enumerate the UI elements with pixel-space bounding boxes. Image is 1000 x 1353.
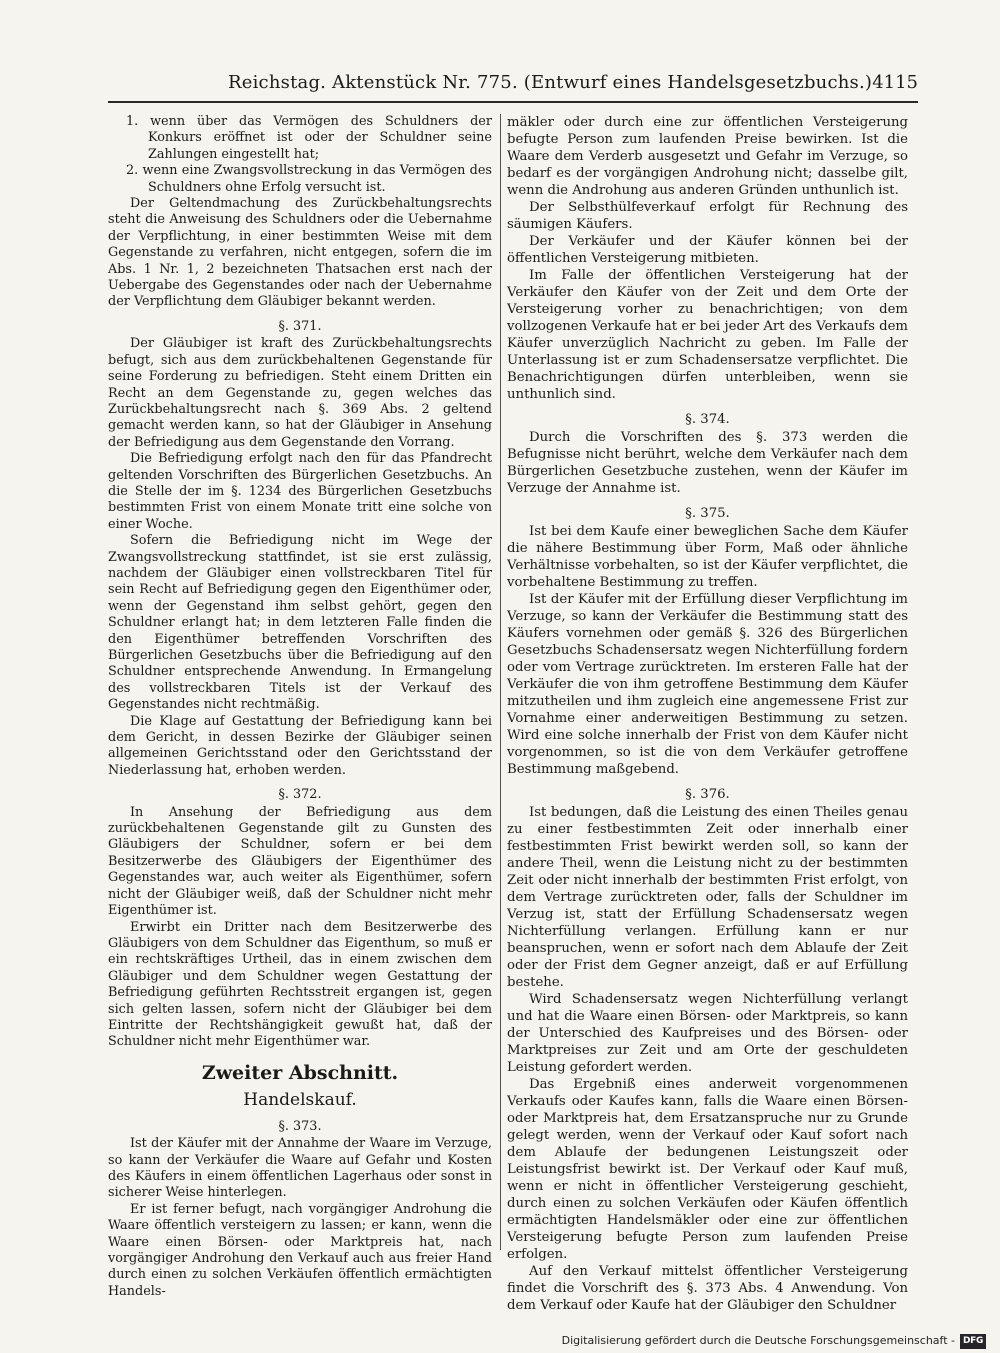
- column-divider: [500, 114, 501, 1250]
- paragraph: Erwirbt ein Dritter nach dem Besitzerwerbe des Gläubigers von dem Schuldner das Eigenthum, so muß er ein rechtskräftiges Urtheil, das in einem zwischen dem Gläubiger und dem Schuldner wegen Gestattung der Befriedigung geführten Rechtsstreit ergangen ist, gegen sich gelten lassen, sofern nicht der Gläubiger bei dem Eintritte der Rechtshängigkeit gewußt hat, daß der Schuldner nicht mehr Eigenthümer war.: [108, 919, 492, 1050]
- footer-credit: [562, 1333, 986, 1349]
- page-number: 4115: [872, 72, 918, 93]
- section-number: §. 373.: [278, 1118, 322, 1134]
- paragraph: Der Verkäufer und der Käufer können bei der öffentlichen Versteigerung mitbieten.: [507, 234, 908, 266]
- section-number: §. 375.: [685, 506, 730, 521]
- header-title: Reichstag. Aktenstück Nr. 775. (Entwurf eines Handelsgesetzbuchs.): [228, 72, 873, 93]
- left-column: [108, 114, 492, 1300]
- section-number: §. 371.: [278, 318, 322, 334]
- paragraph: mäkler oder durch eine zur öffentlichen Versteigerung befugte Person zum laufenden Preise bewirken. Ist die Waare dem Verderb ausgesetzt und Gefahr im Verzuge, so bedarf es der vorgängigen Androhung nicht; dasselbe gilt, wenn die Androhung aus anderen Gründen unthunlich ist.: [507, 115, 908, 198]
- paragraph: Im Falle der öffentlichen Versteigerung hat der Verkäufer den Käufer von der Zeit und dem Orte der Versteigerung vorher zu benachrichtigen; von dem vollzogenen Verkaufe hat er bei jeder Art des Verkaufs dem Käufer unverzüglich Nachricht zu geben. Im Falle der Unterlassung ist er zum Schadensersatze verpflichtet. Die Benachrichtigungen dürfen unterbleiben, wenn sie unthunlich sind.: [507, 268, 908, 402]
- paragraph: Der Selbsthülfeverkauf erfolgt für Rechnung des säumigen Käufers.: [507, 200, 908, 232]
- dfg-logo: DFG: [960, 1334, 986, 1349]
- paragraph: Ist bei dem Kaufe einer beweglichen Sache dem Käufer die nähere Bestimmung über Form, Maß oder ähnliche Verhältnisse vorbehalten, so ist der Käufer verpflichtet, die vorbehaltene Bestimmung zu treffen.: [507, 524, 908, 590]
- paragraph: In Ansehung der Befriedigung aus dem zurückbehaltenen Gegenstande gilt zu Gunsten des Gläubigers der Schuldner, sofern er bei dem Besitzerwerbe des Gläubigers der Eigenthümer des Gegenstandes war, auch weiter als Eigenthümer, sofern nicht der Gläubiger weiß, daß der Schuldner nicht mehr Eigenthümer ist.: [108, 804, 492, 919]
- paragraph: Wird Schadensersatz wegen Nichterfüllung verlangt und hat die Waare einen Börsen- oder Marktpreis, so kann der Unterschied des Kaufpreises und des Börsen- oder Marktpreises zur Zeit und am Orte der geschuldeten Leistung gefordert werden.: [507, 992, 908, 1075]
- paragraph: Die Befriedigung erfolgt nach den für das Pfandrecht geltenden Vorschriften des Bürgerlichen Gesetzbuchs. An die Stelle der im §. 1234 des Bürgerlichen Gesetzbuchs bestimmten Frist von einem Monate tritt eine solche von einer Woche.: [108, 451, 492, 532]
- section-number: §. 376.: [685, 787, 730, 802]
- paragraph: Er ist ferner befugt, nach vorgängiger Androhung die Waare öffentlich versteigern zu lassen; er kann, wenn die Waare einen Börsen- oder Marktpreis hat, nach vorgängiger Androhung den Verkauf auch aus freier Hand durch einen zu solchen Verkäufen öffentlich ermächtigten Handels-: [108, 1201, 492, 1299]
- section-number: §. 372.: [278, 787, 322, 803]
- paragraph: Der Geltendmachung des Zurückbehaltungsrechts steht die Anweisung des Schuldners oder die Uebernahme der Verpflichtung, in einer bestimmten Weise mit dem Gegenstande zu verfahren, nicht entgegen, sofern die im Abs. 1 Nr. 1, 2 bezeichneten Thatsachen erst nach der Uebergabe des Gegenstandes oder nach der Uebernahme der Verpflichtung dem Gläubiger bekannt werden.: [108, 196, 492, 310]
- list-item: 2. wenn eine Zwangsvollstreckung in das Vermögen des Schuldners ohne Erfolg versucht ist.: [126, 163, 492, 195]
- paragraph: Der Gläubiger ist kraft des Zurückbehaltungsrechts befugt, sich aus dem zurückbehaltenen Gegenstande für seine Forderung zu befriedigen. Steht einem Dritten ein Recht an dem Gegenstande zu, gegen welches das Zurückbehaltungsrecht nach §. 369 Abs. 2 geltend gemacht werden kann, so hat der Gläubiger in Ansehung der Befriedigung aus dem Gegenstande den Vorrang.: [108, 336, 492, 450]
- paragraph: Ist der Käufer mit der Annahme der Waare im Verzuge, so kann der Verkäufer die Waare auf Gefahr und Kosten des Käufers in einem öffentlichen Lagerhaus oder sonst in sicherer Weise hinterlegen.: [108, 1136, 492, 1201]
- page-header: [228, 68, 918, 98]
- section-number: §. 374.: [685, 412, 730, 427]
- header-rule: [108, 101, 918, 103]
- section-subheading: Handelskauf.: [243, 1089, 357, 1110]
- list-item: 1. wenn über das Vermögen des Schuldners der Konkurs eröffnet ist oder der Schuldner seine Zahlungen eingestellt hat;: [126, 114, 492, 162]
- section-heading: Zweiter Abschnitt.: [201, 1061, 399, 1084]
- paragraph: Sofern die Befriedigung nicht im Wege der Zwangsvollstreckung stattfindet, ist sie erst zulässig, nachdem der Gläubiger einen vollstreckbaren Titel für sein Recht auf Befriedigung gegen den Eigenthümer oder, wenn der Gegenstand ihm selbst gehört, gegen den Schuldner erlangt hat; in dem letzteren Falle finden die den Eigenthümer betreffenden Vorschriften des Bürgerlichen Gesetzbuchs über die Befriedigung auf den Schuldner entsprechende Anwendung. In Ermangelung des vollstreckbaren Titels ist der Verkauf des Gegenstandes nicht rechtmäßig.: [108, 533, 492, 713]
- paragraph: Ist bedungen, daß die Leistung des einen Theiles genau zu einer festbestimmten Zeit oder innerhalb einer festbestimmten Frist bewirkt werden soll, so kann der andere Theil, wenn die Leistung nicht zu der bestimmten Zeit oder nicht innerhalb der bestimmten Frist erfolgt, von dem Vertrage zurücktreten oder, falls der Schuldner im Verzug ist, statt der Erfüllung Schadensersatz wegen Nichterfüllung verlangen. Erfüllung kann er nur beanspruchen, wenn er sofort nach dem Ablaufe der Zeit oder der Frist dem Gegner anzeigt, daß er auf Erfüllung bestehe.: [507, 805, 908, 990]
- paragraph: Das Ergebniß eines anderweit vorgenommenen Verkaufs oder Kaufes kann, falls die Waare einen Börsen- oder Marktpreis hat, dem Ersatzanspruche nur zu Grunde gelegt werden, wenn der Verkauf oder Kauf sofort nach dem Ablaufe der bedungenen Leistungszeit oder Leistungsfrist bewirkt ist. Der Verkauf oder Kauf muß, wenn er nicht in öffentlicher Versteigerung geschieht, durch einen zu solchen Verkäufen oder Käufen öffentlich ermächtigten Handelsmäkler oder eine zur öffentlichen Versteigerung befugte Person zum laufenden Preise erfolgen.: [507, 1077, 908, 1262]
- paragraph: Durch die Vorschriften des §. 373 werden die Befugnisse nicht berührt, welche dem Verkäufer nach dem Bürgerlichen Gesetzbuche zustehen, wenn der Käufer im Verzuge der Annahme ist.: [507, 430, 908, 496]
- right-column: [507, 114, 908, 1314]
- paragraph: Ist der Käufer mit der Erfüllung dieser Verpflichtung im Verzuge, so kann der Verkäufer die Bestimmung statt des Käufers vornehmen oder gemäß §. 326 des Bürgerlichen Gesetzbuchs Schadensersatz wegen Nichterfüllung fordern oder vom Vertrage zurücktreten. Im ersteren Falle hat der Verkäufer die von ihm getroffene Bestimmung dem Käufer mitzutheilen und ihm zugleich eine angemessene Frist zur Vornahme einer anderweitigen Bestimmung zu setzen. Wird eine solche innerhalb der Frist von dem Käufer nicht vorgenommen, so ist die von dem Verkäufer getroffene Bestimmung maßgebend.: [507, 592, 908, 777]
- paragraph: Auf den Verkauf mittelst öffentlicher Versteigerung findet die Vorschrift des §. 373 Abs. 4 Anwendung. Von dem Verkauf oder Kaufe hat der Gläubiger den Schuldner: [507, 1264, 908, 1313]
- footer-text: Digitalisierung gefördert durch die Deutsche Forschungsgemeinschaft -: [561, 1334, 955, 1347]
- paragraph: Die Klage auf Gestattung der Befriedigung kann bei dem Gericht, in dessen Bezirke der Gläubiger seinen allgemeinen Gerichtsstand oder den Gerichtsstand der Niederlassung hat, erhoben werden.: [108, 713, 492, 778]
